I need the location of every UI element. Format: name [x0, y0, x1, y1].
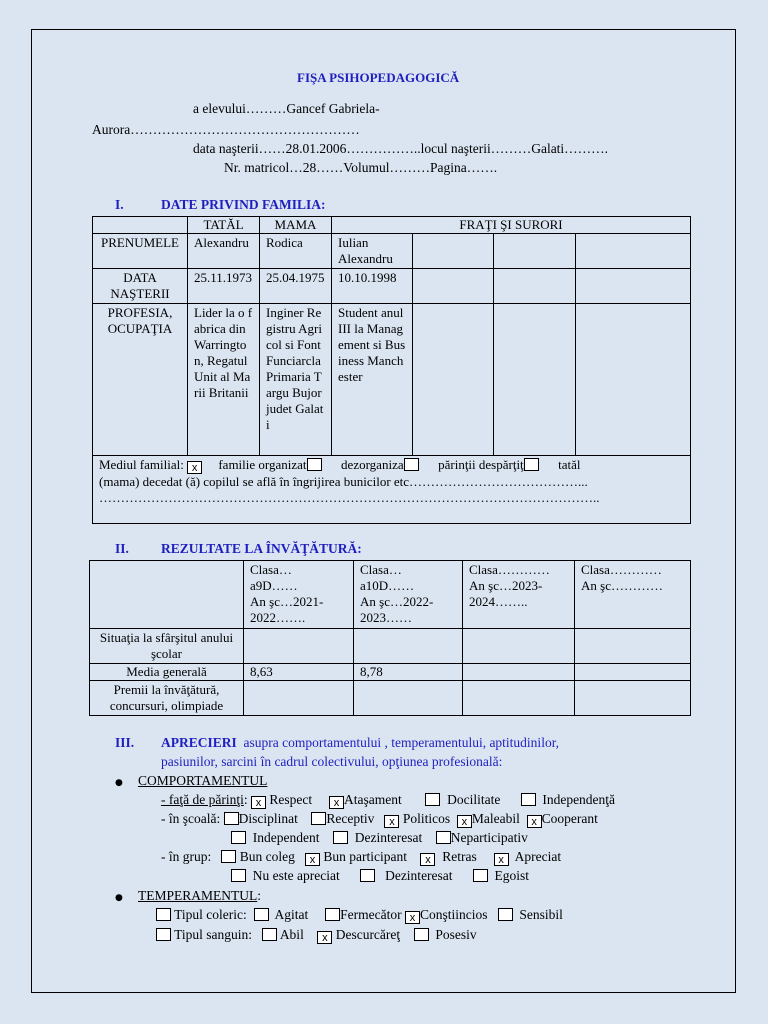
checkbox[interactable]	[254, 908, 269, 921]
section3-title: APRECIERI	[161, 735, 237, 750]
bullet-icon: ●	[115, 778, 123, 788]
checkbox-checked[interactable]: x	[329, 796, 344, 809]
family-cell: Student anul III la Management si Business Manchester	[332, 304, 413, 456]
option-receptive: Receptiv	[326, 811, 375, 826]
class-header-line: Clasa…	[250, 562, 292, 577]
results-cell	[463, 681, 575, 716]
behavior-parents-label: - faţă de părinţi	[161, 792, 244, 807]
class-header-line: a9D……	[250, 578, 298, 593]
family-row-label: PRENUMELE	[93, 234, 188, 269]
checkbox[interactable]	[360, 869, 375, 882]
temperament-choleric-row	[156, 907, 563, 924]
option-appreciated: Apreciat	[514, 849, 562, 864]
option-withdrawn: Retras	[442, 849, 477, 864]
family-environment-label: Mediul familial:	[99, 457, 184, 472]
checkbox[interactable]	[224, 812, 239, 825]
section2-number: II.	[115, 541, 129, 556]
class-header-line: 2023……	[360, 610, 412, 625]
checkbox[interactable]	[498, 908, 513, 921]
behavior-school-row2	[231, 830, 528, 846]
option-attachment: Ataşament	[343, 792, 402, 807]
class-header	[463, 561, 575, 629]
option-organized-family: familie organizat	[218, 457, 307, 472]
option-disinterested: Dezinteresat	[354, 830, 423, 845]
checkbox[interactable]	[521, 793, 536, 806]
option-agitated: Agitat	[274, 907, 309, 922]
option-docility: Docilitate	[447, 792, 501, 807]
checkbox-checked[interactable]: x	[317, 931, 332, 944]
checkbox[interactable]	[221, 850, 236, 863]
checkbox[interactable]	[262, 928, 277, 941]
results-cell	[575, 681, 691, 716]
results-row-label: Situaţia la sfârşitul anului şcolar	[90, 629, 244, 664]
option-disinterested: Dezinteresat	[385, 868, 453, 883]
class-header-line: 2022…….	[250, 610, 306, 625]
family-cell: Lider la o fabrica din Warrington, Regatul Unit al Marii Britanii	[188, 304, 260, 456]
class-header-line: An şc…2022-	[360, 594, 434, 609]
section3-subtitle: asupra comportamentului , temperamentului, aptitudinilor,	[243, 735, 560, 750]
family-table-corner	[93, 217, 188, 234]
bullet-icon: ●	[115, 893, 123, 903]
results-table	[89, 560, 691, 716]
checkbox-checked[interactable]: x	[305, 853, 320, 866]
class-header-line: An şc…………	[581, 578, 663, 593]
family-cell: Rodica	[260, 234, 332, 269]
student-name-line2: Aurora……………………………………………	[92, 122, 360, 137]
option-father: tatăl	[558, 457, 581, 472]
option-possessive: Posesiv	[435, 927, 477, 942]
family-cell	[494, 234, 576, 269]
section3-heading	[161, 735, 559, 751]
family-row-label: PROFESIA, OCUPAŢIA	[93, 304, 188, 456]
family-cell	[576, 269, 691, 304]
option-non-participative: Neparticipativ	[450, 830, 528, 845]
option-respect: Respect	[269, 792, 313, 807]
behavior-school-label: - în şcoală:	[161, 811, 221, 826]
register-info-line: Nr. matricol…28……Volumul………Pagina…….	[224, 160, 498, 175]
page-title: FIŞA PSIHOPEDAGOGICĂ	[297, 70, 460, 85]
option-disorganized: dezorganiza	[341, 457, 404, 472]
option-flexible: Maleabil	[471, 811, 520, 826]
family-cell: Inginer Registru Agricol si Font Funciarcla Primaria Targu Bujor judet Galati	[260, 304, 332, 456]
checkbox-checked[interactable]: x	[494, 853, 509, 866]
class-header	[354, 561, 463, 629]
behavior-title: COMPORTAMENTUL	[138, 773, 268, 788]
checkbox-checked[interactable]: x	[251, 796, 266, 809]
class-header-line: Clasa…………	[469, 562, 550, 577]
class-header-line: Clasa…………	[581, 562, 662, 577]
results-cell	[354, 681, 463, 716]
checkbox[interactable]	[414, 928, 429, 941]
option-resourceful: Descurcăreţ	[335, 927, 401, 942]
temperament-sanguine-row	[156, 927, 477, 944]
section3-number: III.	[115, 735, 135, 750]
birth-info-line: data naşterii……28.01.2006……………..locul naşterii………Galati……….	[193, 141, 609, 156]
class-header-line: Clasa…	[360, 562, 402, 577]
checkbox[interactable]	[311, 812, 326, 825]
behavior-group-row	[161, 849, 561, 866]
checkbox[interactable]	[404, 458, 419, 471]
checkbox-checked[interactable]: x	[384, 815, 399, 828]
results-cell	[575, 629, 691, 664]
choleric-label: Tipul coleric:	[174, 907, 247, 922]
checkbox-checked[interactable]: x	[420, 853, 435, 866]
option-selfish: Egoist	[494, 868, 530, 883]
checkbox[interactable]	[325, 908, 340, 921]
family-cell	[494, 304, 576, 456]
option-disciplined: Disciplinat	[238, 811, 298, 826]
family-cell: Iulian Alexandru	[332, 234, 413, 269]
option-not-appreciated: Nu este apreciat	[252, 868, 340, 883]
section3-subtitle2: pasiunilor, sarcini în cadrul colectivului, opţiunea profesională:	[161, 754, 503, 769]
checkbox[interactable]	[156, 908, 171, 921]
checkbox[interactable]	[473, 869, 488, 882]
results-cell: 8,63	[244, 664, 354, 681]
section2-title: REZULTATE LA ÎNVĂŢĂTURĂ:	[161, 541, 362, 556]
family-cell: Alexandru	[188, 234, 260, 269]
section1-number: I.	[115, 197, 124, 212]
results-table-corner	[90, 561, 244, 629]
behavior-school-row	[161, 811, 598, 828]
option-independent: Independent	[252, 830, 320, 845]
results-cell	[244, 681, 354, 716]
option-skillful: Abil	[279, 927, 304, 942]
family-header-frati: FRAŢI ŞI SURORI	[332, 217, 691, 234]
option-independence: Independenţă	[542, 792, 616, 807]
checkbox[interactable]	[425, 793, 440, 806]
results-cell	[575, 664, 691, 681]
family-cell	[494, 269, 576, 304]
class-header-line: An şc…2023-	[469, 578, 543, 593]
family-environment-line3: ……………………………………………………………………………………………………..	[99, 490, 600, 505]
family-table	[92, 216, 691, 524]
family-cell	[413, 269, 494, 304]
option-good-colleague: Bun coleg	[239, 849, 295, 864]
class-header-line: a10D……	[360, 578, 415, 593]
checkbox-checked[interactable]: x	[527, 815, 542, 828]
family-row-label: DATA NAŞTERII	[93, 269, 188, 304]
option-parents-separated: părinţii despărţiţ	[438, 457, 524, 472]
results-cell: 8,78	[354, 664, 463, 681]
checkbox[interactable]	[231, 831, 246, 844]
temperament-title-wrap: TEMPERAMENTUL:	[138, 888, 262, 903]
document-page	[31, 29, 736, 993]
checkbox[interactable]	[156, 928, 171, 941]
section1-title: DATE PRIVIND FAMILIA:	[161, 197, 326, 212]
family-cell: 25.11.1973	[188, 269, 260, 304]
checkbox[interactable]	[524, 458, 539, 471]
family-cell	[576, 304, 691, 456]
class-header-line: 2024……..	[469, 594, 528, 609]
checkbox-checked[interactable]: x	[187, 461, 202, 474]
family-environment-line2: (mama) decedat (ă) copilul se află în îngrijirea bunicilor etc…………………………………...	[99, 474, 588, 489]
family-environment-cell	[93, 456, 691, 524]
student-name-line: a elevului………Gancef Gabriela-	[193, 101, 380, 116]
family-cell: 25.04.1975	[260, 269, 332, 304]
class-header-line: An şc…2021-	[250, 594, 324, 609]
behavior-group-label: - în grup:	[161, 849, 212, 864]
results-cell	[463, 664, 575, 681]
option-sensitive: Sensibil	[519, 907, 563, 922]
option-conscientious: Conştiincios	[420, 907, 488, 922]
behavior-group-row2	[231, 868, 529, 884]
checkbox[interactable]	[436, 831, 451, 844]
temperament-title: TEMPERAMENTUL	[138, 888, 258, 903]
results-cell	[244, 629, 354, 664]
family-header-tata: TATĂL	[188, 217, 260, 234]
checkbox-checked[interactable]: x	[457, 815, 472, 828]
results-cell	[463, 629, 575, 664]
results-row-label: Media generală	[90, 664, 244, 681]
behavior-parents-row: - faţă de părinţi: x Respect x Ataşament Docilitate Independenţă	[161, 792, 616, 809]
option-charming: Fermecător	[340, 907, 402, 922]
class-header	[575, 561, 691, 629]
option-good-participant: Bun participant	[323, 849, 407, 864]
family-cell: 10.10.1998	[332, 269, 413, 304]
class-header	[244, 561, 354, 629]
results-cell	[354, 629, 463, 664]
checkbox-checked[interactable]: x	[405, 911, 420, 924]
family-cell	[576, 234, 691, 269]
checkbox[interactable]	[307, 458, 322, 471]
option-polite: Politicos	[402, 811, 451, 826]
sanguine-label: Tipul sanguin:	[174, 927, 253, 942]
option-cooperative: Cooperant	[541, 811, 598, 826]
results-row-label: Premii la învăţătură, concursuri, olimpiade	[90, 681, 244, 716]
checkbox[interactable]	[333, 831, 348, 844]
family-cell	[413, 304, 494, 456]
checkbox[interactable]	[231, 869, 246, 882]
family-cell	[413, 234, 494, 269]
family-header-mama: MAMA	[260, 217, 332, 234]
